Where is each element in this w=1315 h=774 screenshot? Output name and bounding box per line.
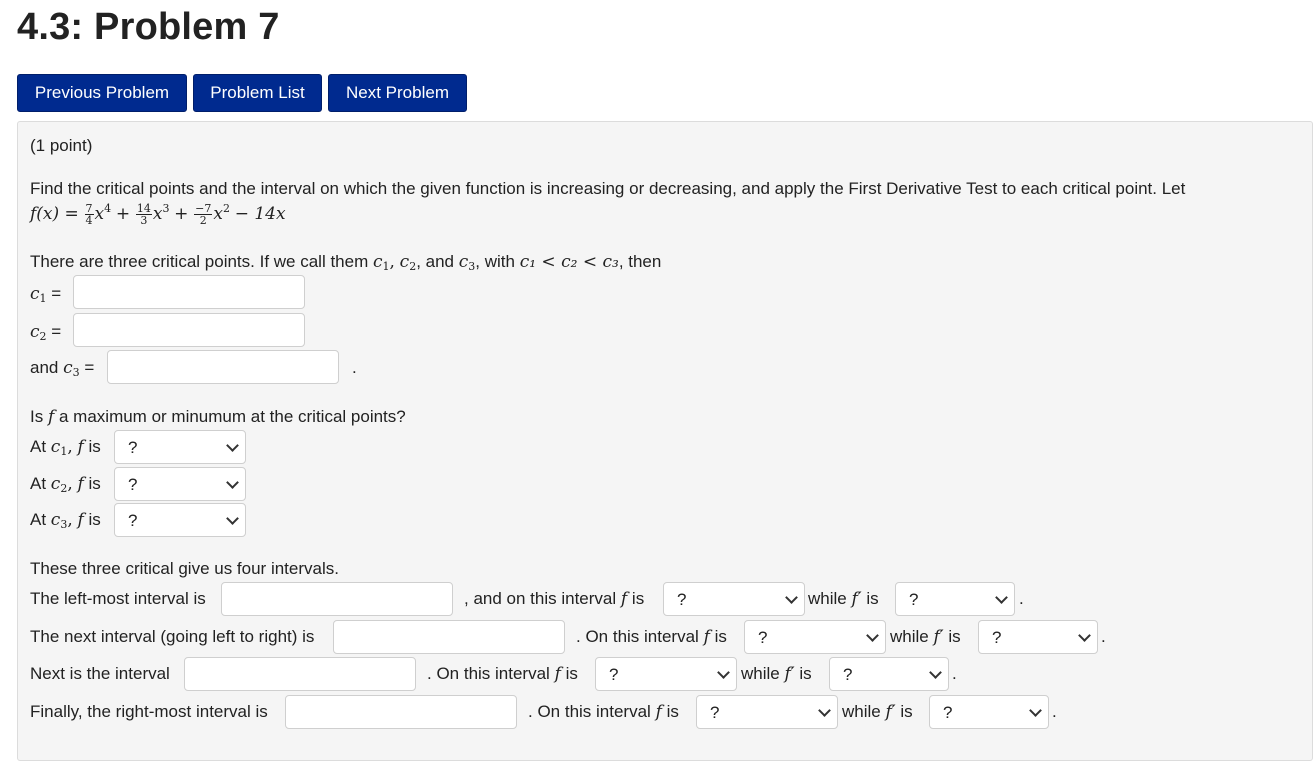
interval-3-f-select[interactable]: ? [595, 657, 737, 691]
interval-4-mid: . On this interval f is [528, 702, 679, 722]
chevron-down-icon [226, 439, 239, 452]
chevron-down-icon [866, 629, 879, 642]
interval-4-fprime-select[interactable]: ? [929, 695, 1049, 729]
interval-1-f-select[interactable]: ? [663, 582, 805, 616]
interval-4-input[interactable] [285, 695, 517, 729]
maxmin-question: Is f a maximum or minumum at the critical points? [30, 407, 406, 427]
points-label: (1 point) [30, 136, 93, 155]
interval-2-period: . [1101, 627, 1106, 646]
c1-maxmin-select[interactable]: ? [114, 430, 246, 464]
problem-nav [17, 74, 467, 112]
interval-2-lead: The next interval (going left to right) is [30, 627, 315, 646]
c1-label: $c_1$ = [30, 284, 62, 305]
interval-3-mid: . On this interval f is [427, 664, 578, 684]
chevron-down-icon [818, 704, 831, 717]
interval-1-lead: The left-most interval is [30, 589, 206, 608]
interval-2-fprime-select[interactable]: ? [978, 620, 1098, 654]
interval-1-input[interactable] [221, 582, 453, 616]
c3-label: and $c_3$ = [30, 358, 95, 379]
interval-4-while: while f′ is [842, 702, 913, 722]
c1-input[interactable] [73, 275, 305, 309]
at-c3-label: At $c_3$, f is [30, 510, 101, 531]
previous-problem-button[interactable]: Previous Problem [17, 74, 187, 112]
chevron-down-icon [785, 591, 798, 604]
interval-4-f-select[interactable]: ? [696, 695, 838, 729]
chevron-down-icon [929, 666, 942, 679]
interval-2-input[interactable] [333, 620, 565, 654]
c2-input[interactable] [73, 313, 305, 347]
interval-1-period: . [1019, 589, 1024, 608]
chevron-down-icon [1078, 629, 1091, 642]
at-c2-label: At $c_2$, f is [30, 474, 101, 495]
interval-3-lead: Next is the interval [30, 664, 170, 683]
problem-list-button[interactable]: Problem List [193, 74, 322, 112]
instructions-text: Find the critical points and the interval on which the given function is increasing or decreasing, and apply the First Derivative Test to each critical point. Let [30, 179, 1186, 198]
c2-maxmin-select[interactable]: ? [114, 467, 246, 501]
chevron-down-icon [1029, 704, 1042, 717]
interval-2-mid: . On this interval f is [576, 627, 727, 647]
c3-maxmin-select[interactable]: ? [114, 503, 246, 537]
critical-points-intro: There are three critical points. If we call them $c_1$, $c_2$, and $c_3$, with c₁ < c₂ < c₃, then [30, 252, 662, 273]
c3-input[interactable] [107, 350, 339, 384]
at-c1-label: At $c_1$, f is [30, 437, 101, 458]
interval-3-fprime-select[interactable]: ? [829, 657, 949, 691]
page-title: 4.3: Problem 7 [17, 6, 280, 48]
next-problem-button[interactable]: Next Problem [328, 74, 467, 112]
interval-2-while: while f′ is [890, 627, 961, 647]
interval-4-period: . [1052, 702, 1057, 721]
interval-1-fprime-select[interactable]: ? [895, 582, 1015, 616]
interval-1-mid: , and on this interval f is [464, 589, 645, 609]
interval-4-lead: Finally, the right-most interval is [30, 702, 268, 721]
function-formula: f(x) = $\frac{7}{4}$ $x^4$ + $\frac{14}{3}$ $x^3$ + $\frac{-7}{2}$ $x^2 - 14x$ [30, 202, 286, 228]
chevron-down-icon [995, 591, 1008, 604]
chevron-down-icon [226, 476, 239, 489]
problem-panel [17, 121, 1313, 761]
interval-3-while: while f′ is [741, 664, 812, 684]
intervals-intro: These three critical give us four intervals. [30, 559, 339, 578]
c3-period: . [352, 358, 357, 377]
chevron-down-icon [717, 666, 730, 679]
interval-3-period: . [952, 664, 957, 683]
interval-1-while: while f′ is [808, 589, 879, 609]
c2-label: $c_2$ = [30, 322, 62, 343]
interval-3-input[interactable] [184, 657, 416, 691]
chevron-down-icon [226, 512, 239, 525]
interval-2-f-select[interactable]: ? [744, 620, 886, 654]
